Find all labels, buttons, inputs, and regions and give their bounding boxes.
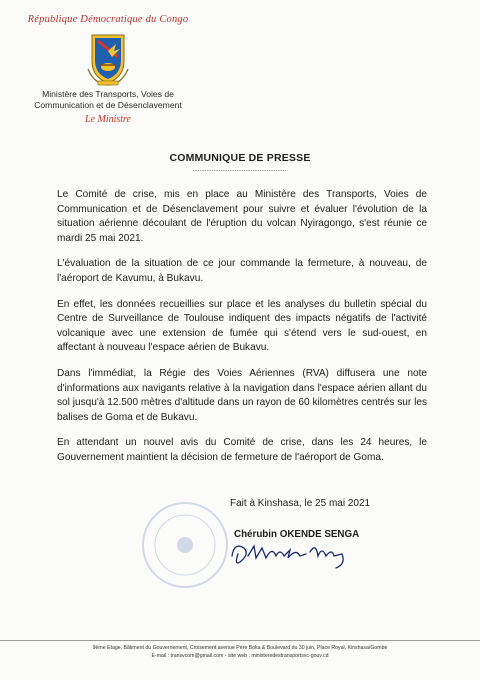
handwritten-signature-icon [226,534,356,574]
paragraph: L'évaluation de la situation de ce jour commande la fermeture, à nouveau, de l'aéroport de Kavumu, à Bukavu. [57,258,427,284]
footer [0,640,480,660]
republic-name: République Démocratique du Congo [27,14,189,25]
letterhead [18,14,198,125]
minister-title: Le Ministre [84,114,131,125]
signer-name: Chérubin OKENDE SENGA [234,529,360,540]
press-release-body [57,188,427,477]
coat-of-arms-icon [86,29,130,87]
paragraph: En attendant un nouvel avis du Comité de crise, dans les 24 heures, le Gouvernement maintient la décision de fermeture de l'aéroport de Goma. [57,437,427,463]
heading-underline: ----------------------------------------- [192,168,288,174]
paragraph: Dans l'immédiat, la Régie des Voies Aériennes (RVA) diffusera une note d'informations aux navigants relative à la navigation dans l'espace aérien allant du sol jusqu'à 12.500 mètres d'altitude dans un rayon de 60 kilomètres centrés sur les balises de Goma et de Bukavu. [57,367,427,423]
ministry-name-line1: Ministère des Transports, Voies de [42,89,174,99]
document-heading: COMMUNIQUE DE PRESSE [169,152,311,164]
official-stamp-icon [140,500,230,590]
paragraph: Le Comité de crise, mis en place au Ministère des Transports, Voies de Communication et de Désenclavement pour suivre et évaluer l'évolution de la situation aérienne découlant de l'éruption du volcan Nyiragongo, s'est réunie ce mardi 25 mai 2021. [57,189,427,244]
place-and-date: Fait à Kinshasa, le 25 mai 2021 [230,498,371,509]
footer-address: 9ème Etage, Bâtiment du Gouvernement, Croisement avenue Père Boka & Boulevard du 30 juin, Place Royal, Kinshasa/Gombe [92,645,388,651]
ministry-name-line2: Communication et de Désenclavement [34,100,182,110]
footer-contact: E-mail : transvcom@gmail.com - site web : ministeredestransportsvc-gouv.cd [151,653,329,659]
paragraph: En effet, les données recueillies sur place et les analyses du bulletin spécial du Centre de Surveillance de Toulouse indiquent des impacts négatifs de l'activité volcanique avec une extension de fumée qui s'étend vers le sud-ouest, en affectant à nouveau l'espace aérien de Bukavu. [57,298,427,354]
